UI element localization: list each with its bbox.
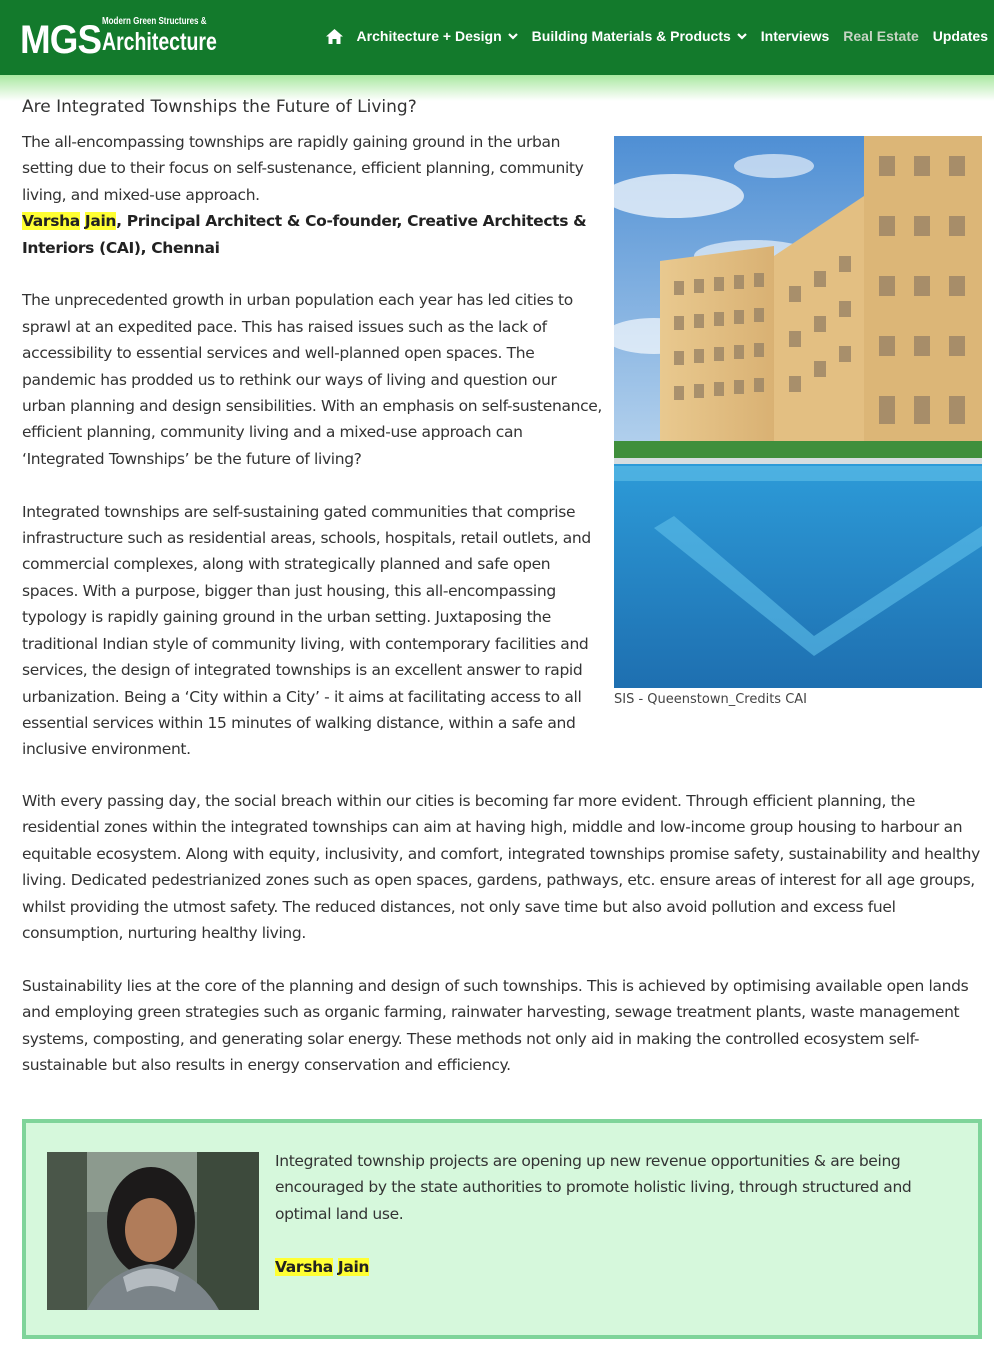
figure-caption: SIS - Queenstown_Credits CAI <box>614 692 808 707</box>
quote-author-first: Varsha <box>275 1257 333 1276</box>
nav-updates[interactable] <box>933 28 988 44</box>
main-nav <box>312 28 988 44</box>
pull-quote-box <box>22 1119 982 1339</box>
article-intro: The all-encompassing townships are rapidly gaining ground in the urban setting due to their focus on self-sustenance, efficient planning, community living, and mixed-use approach. <box>22 133 584 204</box>
author-photo <box>47 1152 259 1310</box>
author-role: , Principal Architect & Co-founder, Creative Architects & Interiors (CAI), Chennai <box>22 212 587 257</box>
township-photo[interactable] <box>614 136 982 688</box>
nav-label: Real Estate <box>843 28 919 44</box>
logo-mgs: MGS <box>20 18 102 62</box>
chevron-down-icon <box>508 33 518 40</box>
chevron-down-icon <box>737 33 747 40</box>
logo-architecture: Architecture <box>102 28 217 56</box>
author-byline <box>22 208 602 261</box>
author-first-name: Varsha <box>22 212 80 231</box>
nav-architecture-design[interactable] <box>357 28 518 44</box>
article-paragraph-3: With every passing day, the social breach within our cities is becoming far more evident. Through efficient planning, the residential zones within the integrated townships can aim at having high, middle and low-income group housing to harbour an equitable ecosystem. Along with equity, inclusivity, and comfort, integrated townships promise safety, sustainability and healthy living. Dedicated pedestrianized zones such as open spaces, gardens, pathways, etc. ensure areas of interest for all age groups, whilst providing the utmost safety. The reduced distances, not only save time but also avoid pollution and excess fuel consumption, nurturing healthy living. <box>22 792 980 943</box>
article-paragraph-4: Sustainability lies at the core of the planning and design of such townships. This is achieved by optimising available open lands and employing green strategies such as organic farming, rainwater harvesting, sewage treatment plants, waste management systems, composting, and generating solar energy. These methods not only aid in making the controlled ecosystem self-sustainable but also results in energy conservation and efficiency. <box>22 977 969 1075</box>
nav-label: Updates <box>932 28 988 44</box>
article-title: Are Integrated Townships the Future of Living? <box>22 97 417 117</box>
logo-tagline: Modern Green Structures & <box>102 16 207 27</box>
home-icon[interactable] <box>326 29 343 44</box>
article-paragraph-1: The unprecedented growth in urban population each year has led cities to sprawl at an expedited pace. This has raised issues such as the lack of accessibility to essential services and well-planned open spaces. The pandemic has prodded us to rethink our ways of living and question our urban planning and design sensibilities. With an emphasis on self-sustenance, efficient planning, community living and a mixed-use approach can ‘Integrated Townships’ be the future of living? <box>22 291 603 468</box>
nav-label: Architecture + Design <box>356 28 502 44</box>
nav-building-materials[interactable] <box>532 28 747 44</box>
quote-author-last: Jain <box>337 1257 370 1276</box>
nav-real-estate[interactable] <box>843 28 918 44</box>
nav-label: Building Materials & Products <box>531 28 731 44</box>
quote-text: Integrated township projects are opening up new revenue opportunities & are being encouraged by the state authorities to promote holistic living, through structured and optimal land use. <box>275 1152 912 1223</box>
article-left-column <box>22 129 602 763</box>
article-paragraph-2: Integrated townships are self-sustaining gated communities that comprise infrastructure such as residential areas, schools, hospitals, retail outlets, and commercial complexes, along with strategically planned and safe open spaces. With a purpose, bigger than just housing, this all-encompassing typology is rapidly gaining ground in the urban setting. Juxtaposing the traditional Indian style of community living, with contemporary facilities and services, the design of integrated townships is an excellent answer to rapid urbanization. Being a ‘City within a City’ - it aims at facilitating access to all essential services within 15 minutes of walking distance, within a safe and inclusive environment. <box>22 502 591 759</box>
site-logo[interactable] <box>20 16 217 62</box>
pull-quote <box>275 1148 955 1280</box>
nav-interviews[interactable] <box>761 28 829 44</box>
site-header <box>0 0 994 75</box>
article-figure <box>614 136 982 707</box>
quote-author <box>275 1254 955 1280</box>
author-last-name: Jain <box>84 212 117 231</box>
nav-label: Interviews <box>760 28 830 44</box>
